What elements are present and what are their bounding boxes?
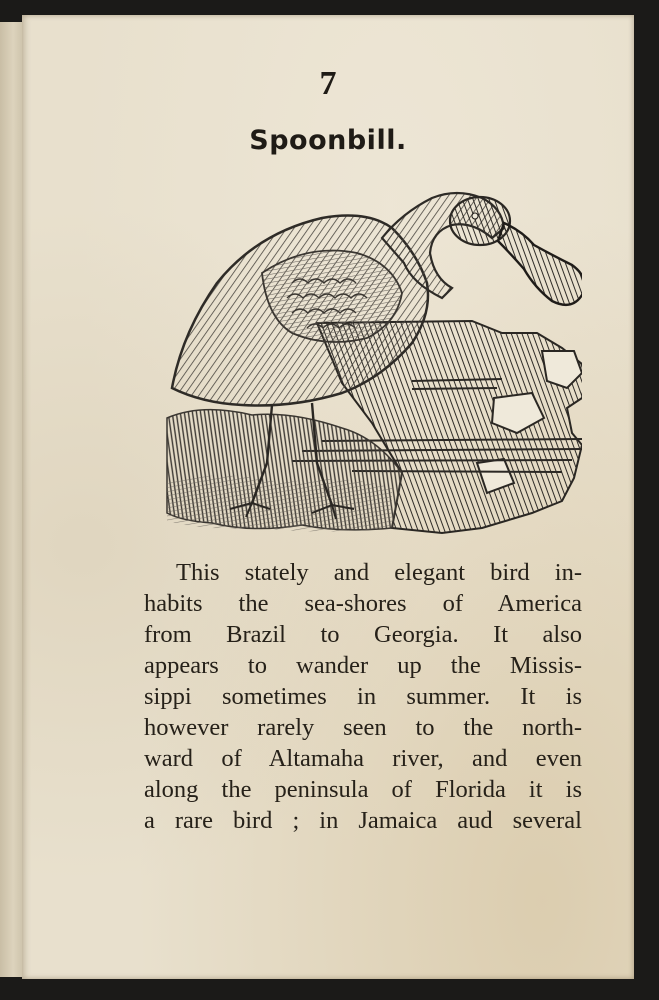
text-line: This stately and elegant bird in- — [176, 559, 582, 586]
facing-page-edge — [0, 22, 22, 977]
spoonbill-woodcut — [142, 183, 582, 545]
text-line: from Brazil to Georgia. It also — [144, 621, 582, 648]
text-line: along the peninsula of Florida it is — [144, 776, 582, 803]
page-number: 7 — [319, 65, 337, 102]
text-line: however rarely seen to the north- — [144, 714, 582, 741]
text-line: appears to wander up the Missis- — [144, 652, 582, 679]
book-page — [22, 15, 634, 979]
text-line: ward of Altamaha river, and even — [144, 745, 582, 772]
body-paragraph — [144, 557, 582, 836]
page-title: Spoonbill. — [249, 125, 407, 156]
text-line: habits the sea-shores of America — [144, 590, 582, 617]
text-line: a rare bird ; in Jamaica aud several — [144, 807, 582, 834]
text-line: sippi sometimes in summer. It is — [144, 683, 582, 710]
